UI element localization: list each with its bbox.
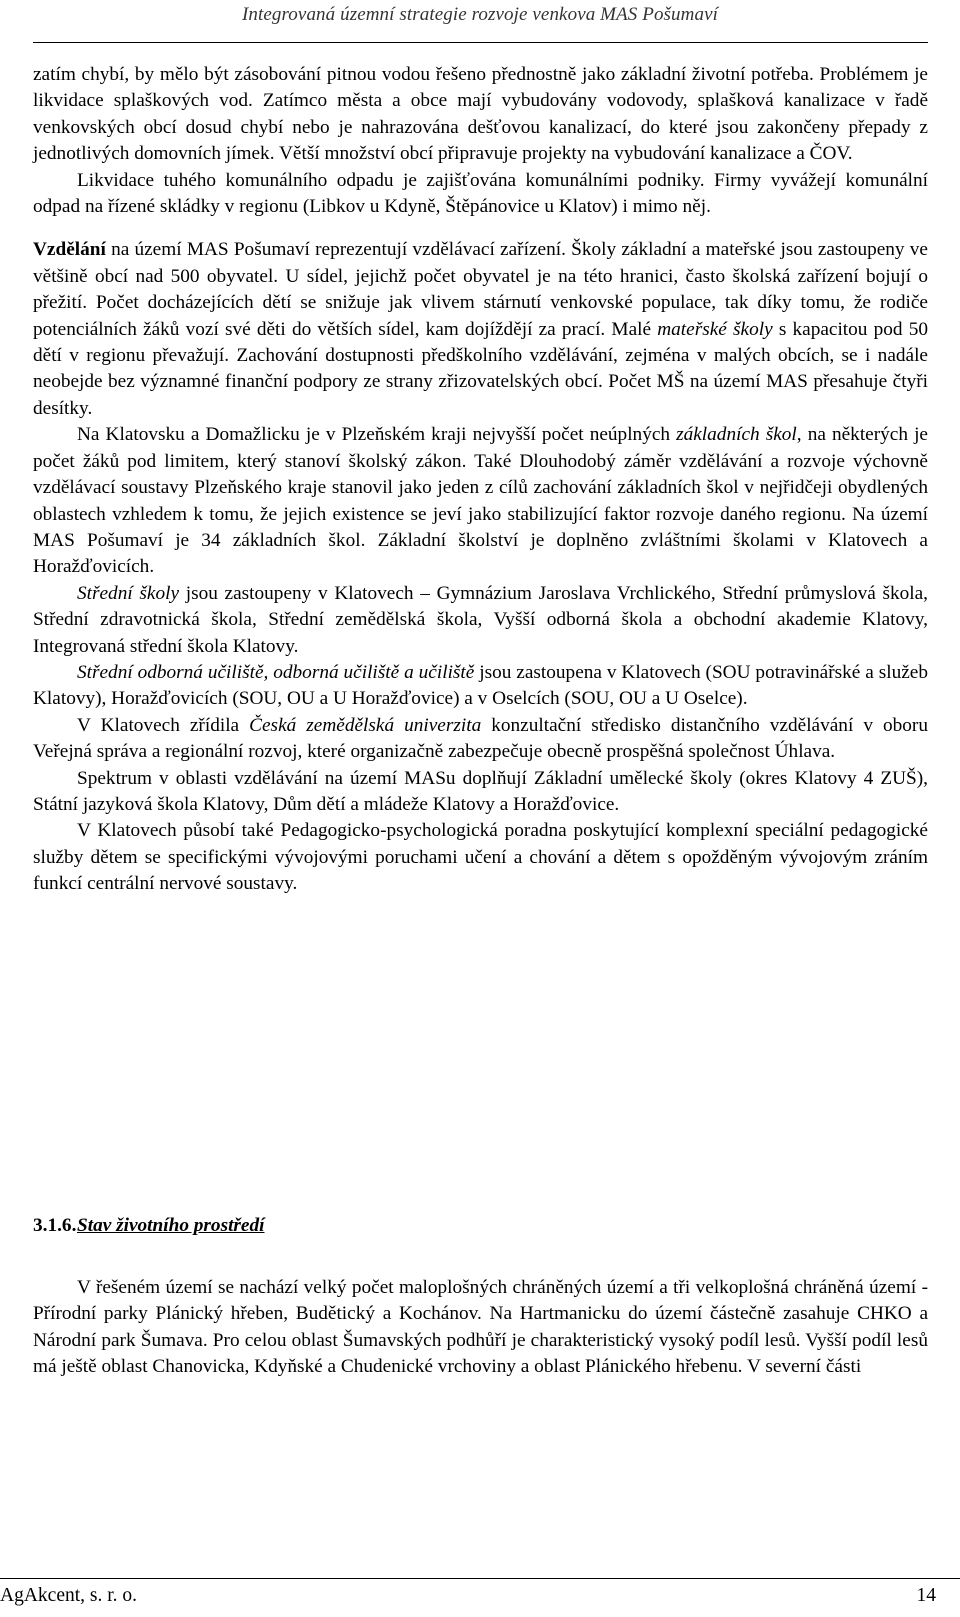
paragraph-waste: Likvidace tuhého komunálního odpadu je zajišťována komunálními podniky. Firmy vyvážejí komunální odpad na řízené skládky v regionu (Libkov u Kdyně, Štěpánovice u Klatov) i mimo něj. [33, 169, 928, 218]
main-text [33, 62, 928, 898]
page-number: 14 [916, 1585, 936, 1606]
section-text [33, 1275, 928, 1381]
paragraph-vocational [33, 660, 928, 713]
paragraph-basic-schools [33, 422, 928, 580]
paragraph-counseling: V Klatovech působí také Pedagogicko-psychologická poradna poskytující komplexní speciální pedagogické služby dětem se specifickými vývojovými poruchami učení a chování a dětem s opožděným vývojovým zráním funkcí centrální nervové soustavy. [33, 820, 928, 895]
header-divider [33, 42, 928, 43]
paragraph-education [33, 237, 928, 422]
university-text-b: konzultační středisko distančního vzdělávání v oboru Veřejná správa a regionální rozvoj, které organizačně zabezpečuje obecně prospěšná společnost Úhlava. [33, 714, 928, 763]
paragraph-university [33, 713, 928, 766]
paragraph-environment: V řešeném území se nachází velký počet maloplošných chráněných území a tři velkoplošná chráněná území - Přírodní parky Plánický hřeben, Budětický a Kochánov. Na Hartmanicku do území částečně zasahuje CHKO a Národní park Šumava. Pro celou oblast Šumavských podhůří je charakteristický vysoký podíl lesů. Vyšší podíl lesů má ještě oblast Chanovicka, Kdyňské a Chudenické vrchoviny a oblast Plánického hřebenu. V severní části [33, 1277, 928, 1378]
section-heading [33, 1215, 264, 1237]
education-text-a: na území MAS Pošumaví reprezentují vzdělávací zařízení. Školy základní a mateřské jsou zastoupeny ve většině obcí nad 500 obyvatel. U sídel, jejichž počet obyvatel je na této hranici, často školská zařízení bojují o přežití. Počet docházejících dětí se snižuje jak vlivem stárnutí venkovské populace, tak díky tomu, že rodiče potenciálních žáků vozí své děti do větších sídel, kam dojíždějí za prací. Malé [33, 239, 928, 340]
footer-divider [0, 1578, 960, 1579]
education-text-b: s kapacitou pod 50 dětí v regionu převažují. Zachování dostupnosti předškolního vzdělávání, zejména v malých obcích, se i nadále neobejde bez významné finanční podpory ze strany zřizovatelských obcí. Počet MŠ na území MAS přesahuje čtyři desítky. [33, 318, 928, 419]
running-header: Integrovaná územní strategie rozvoje venkova MAS Pošumaví [241, 4, 718, 25]
section-number: 3.1.6. [33, 1215, 77, 1236]
university-text-a: V Klatovech zřídila [77, 714, 250, 736]
paragraph-secondary-schools [33, 581, 928, 660]
basic-schools-text-b: , na některých je počet žáků pod limitem, který stanoví školský zákon. Také Dlouhodobý záměr vzdělávání a rozvoje výchovně vzdělávací soustavy Plzeňského kraje stanovil jako jeden z cílů zachování základních škol v nejřidčeji obydlených oblastech vzhledem k tomu, že jejich existence se jeví jako stabilizující faktor rozvoje daného regionu. Na území MAS Pošumaví je 34 základních škol. Základní školství je doplněno zvláštními školami v Klatovech a Horažďovicích. [33, 424, 928, 578]
kindergarten-term: mateřské školy [657, 318, 773, 340]
secondary-schools-term: Střední školy [77, 582, 180, 604]
university-term: Česká zemědělská univerzita [249, 714, 482, 736]
paragraph-water: zatím chybí, by mělo být zásobování pitnou vodou řešeno přednostně jako základní životní potřeba. Problémem je likvidace splaškových vod. Zatímco města a obce mají vybudovány vodovody, splašková kanalizace v řadě venkovských obcí dosud chybí nebo je nahrazována dešťovou kanalizací, do které jsou zakončeny přepady z jednotlivých domovních jímek. Větší množství obcí připravuje projekty na vybudování kanalizace a ČOV. [33, 64, 928, 165]
paragraph-art-schools: Spektrum v oblasti vzdělávání na území MASu doplňují Základní umělecké školy (okres Klatovy 4 ZUŠ), Státní jazyková škola Klatovy, Dům dětí a mládeže Klatovy a Horažďovice. [33, 767, 928, 815]
footer-company: AgAkcent, s. r. o. [0, 1585, 138, 1606]
basic-schools-term: základních škol [676, 424, 797, 446]
basic-schools-text-a: Na Klatovsku a Domažlicku je v Plzeňském kraji nejvyšší počet neúplných [77, 424, 677, 446]
secondary-schools-text: jsou zastoupeny v Klatovech – Gymnázium Jaroslava Vrchlického, Střední průmyslová škola, Střední zdravotnická škola, Střední zemědělská škola, Vyšší odborná škola a obchodní akademie Klatovy, Integrovaná střední škola Klatovy. [33, 582, 928, 657]
vocational-text: jsou zastoupena v Klatovech (SOU potravinářské a služeb Klatovy), Horažďovicích (SOU, OU a U Horažďovice) a v Oselcích (SOU, OU a U Oselce). [33, 661, 928, 710]
vocational-term: Střední odborná učiliště, odborná učiliště a učiliště [77, 661, 475, 683]
education-term: Vzdělání [33, 239, 106, 261]
section-title: Stav životního prostředí [77, 1215, 265, 1236]
